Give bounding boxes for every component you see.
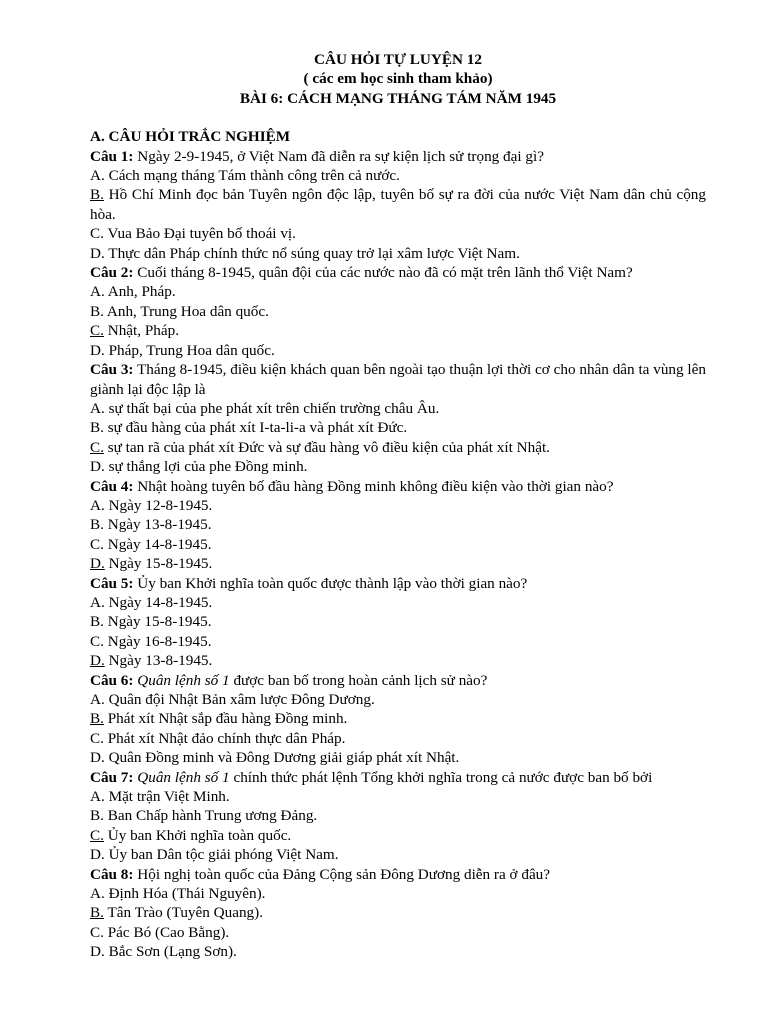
- question-text-post: chính thức phát lệnh Tổng khởi nghĩa trong cả nước được ban bố bởi: [229, 768, 653, 786]
- answer-letter: A.: [90, 885, 105, 903]
- answer-option: [90, 903, 706, 922]
- answer-option: [90, 690, 706, 709]
- answer-letter: D.: [90, 846, 105, 864]
- answer-option: [90, 244, 706, 263]
- answer-letter: A.: [90, 496, 105, 514]
- answer-option: [90, 535, 706, 554]
- question-number: Câu 2:: [90, 264, 134, 282]
- question-block: [90, 360, 706, 476]
- answer-text: Ngày 16-8-1945.: [103, 632, 212, 650]
- question-block: [90, 147, 706, 263]
- answer-option: [90, 884, 706, 903]
- answer-option: [90, 224, 706, 243]
- answer-option: [90, 166, 706, 185]
- answer-text: Phát xít Nhật sắp đầu hàng Đồng minh.: [103, 710, 348, 728]
- question-block: [90, 477, 706, 574]
- answer-option: [90, 729, 706, 748]
- question-stem: [90, 360, 706, 399]
- answer-letter: C.: [90, 225, 104, 243]
- answer-text: sự tan rã của phát xít Đức và sự đầu hàng vô điều kiện của phát xít Nhật.: [103, 438, 550, 456]
- question-text-pre: Cuối tháng 8-1945, quân đội của các nước nào đã có mặt trên lãnh thổ Việt Nam?: [133, 264, 633, 282]
- answer-letter: D.: [90, 943, 105, 961]
- question-text: [133, 575, 527, 592]
- answer-text: Anh, Pháp.: [104, 283, 176, 301]
- correct-answer-letter: C.: [90, 438, 104, 456]
- question-stem: [90, 865, 706, 884]
- answer-letter: A.: [90, 399, 105, 417]
- answer-text: sự đầu hàng của phát xít I-ta-li-a và phát xít Đức.: [103, 419, 408, 437]
- answer-option: [90, 341, 706, 360]
- answer-option: [90, 399, 706, 418]
- answer-option: [90, 302, 706, 321]
- question-stem: [90, 263, 706, 282]
- question-text: [133, 478, 613, 495]
- answer-letter: A.: [90, 283, 105, 301]
- section-title: A. CÂU HỎI TRẮC NGHIỆM: [90, 128, 291, 146]
- answer-letter: B.: [90, 807, 104, 825]
- question-text: [133, 148, 544, 165]
- answer-option: [90, 612, 706, 631]
- question-number: Câu 5:: [90, 574, 134, 592]
- answer-option: [90, 593, 706, 612]
- answer-text: Thực dân Pháp chính thức nổ súng quay trở lại xâm lược Việt Nam.: [104, 244, 520, 262]
- answer-option: [90, 787, 706, 806]
- answer-text: Ngày 14-8-1945.: [103, 535, 212, 553]
- question-block: [90, 574, 706, 671]
- question-number: Câu 3:: [90, 361, 134, 379]
- answer-option: [90, 942, 706, 961]
- question-text-pre: Ủy ban Khởi nghĩa toàn quốc được thành lập vào thời gian nào?: [133, 574, 528, 592]
- answer-text: Bắc Sơn (Lạng Sơn).: [104, 943, 237, 961]
- answer-option: [90, 515, 706, 534]
- question-stem: [90, 768, 706, 787]
- document-page: [90, 50, 706, 962]
- answer-text: Hồ Chí Minh đọc bản Tuyên ngôn độc lập, tuyên bố sự ra đời của nước Việt Nam dân chủ cộng hòa.: [90, 186, 706, 223]
- question-text-pre: Ngày 2-9-1945, ở Việt Nam đã diễn ra sự kiện lịch sử trọng đại gì?: [133, 147, 544, 165]
- answer-option: [90, 632, 706, 651]
- answer-text: sự thất bại của phe phát xít trên chiến trường châu Âu.: [104, 399, 440, 417]
- answer-letter: A.: [90, 593, 105, 611]
- question-text: [90, 361, 706, 397]
- question-list: [90, 147, 706, 962]
- answer-text: Vua Bảo Đại tuyên bố thoái vị.: [103, 225, 296, 243]
- answer-text: sự thắng lợi của phe Đồng minh.: [104, 458, 308, 476]
- answer-text: Quân đội Nhật Bản xâm lược Đông Dương.: [104, 691, 375, 708]
- document-title: CÂU HỎI TỰ LUYỆN 12: [314, 51, 482, 68]
- question-text-post: được ban bố trong hoàn cảnh lịch sử nào?: [229, 671, 488, 689]
- question-text: [133, 769, 652, 786]
- correct-answer-letter: B.: [90, 904, 104, 922]
- answer-option: [90, 457, 706, 476]
- answer-text: Pác Bó (Cao Bằng).: [103, 923, 230, 941]
- correct-answer-letter: C.: [90, 322, 104, 340]
- answer-option: [90, 438, 706, 457]
- question-stem: [90, 574, 706, 593]
- question-block: [90, 671, 706, 768]
- answer-text: Ngày 15-8-1945.: [104, 555, 213, 573]
- answer-letter: D.: [90, 749, 105, 767]
- answer-text: Ngày 13-8-1945.: [104, 652, 213, 670]
- answer-text: Ngày 14-8-1945.: [104, 593, 213, 611]
- answer-text: Ngày 15-8-1945.: [103, 613, 212, 631]
- question-number: Câu 6:: [90, 671, 134, 689]
- question-number: Câu 1:: [90, 147, 134, 165]
- answer-text: Ngày 13-8-1945.: [103, 516, 212, 534]
- answer-option: [90, 321, 706, 340]
- answer-text: Ban Chấp hành Trung ương Đảng.: [103, 807, 318, 825]
- answer-option: [90, 748, 706, 767]
- answer-text: Mặt trận Việt Minh.: [104, 788, 230, 806]
- answer-option: [90, 845, 706, 864]
- answer-letter: D.: [90, 244, 105, 262]
- answer-text: Pháp, Trung Hoa dân quốc.: [104, 341, 275, 359]
- correct-answer-letter: B.: [90, 710, 104, 728]
- answer-text: Quân Đồng minh và Đông Dương giải giáp phát xít Nhật.: [104, 749, 460, 767]
- correct-answer-letter: D.: [90, 555, 105, 573]
- correct-answer-letter: D.: [90, 652, 105, 670]
- question-block: [90, 865, 706, 962]
- question-text-pre: Hội nghị toàn quốc của Đảng Cộng sản Đông Dương diễn ra ở đâu?: [133, 865, 551, 883]
- question-stem: [90, 147, 706, 166]
- answer-option: [90, 554, 706, 573]
- correct-answer-letter: C.: [90, 826, 104, 844]
- answer-option: [90, 185, 706, 224]
- question-text-pre: Nhật hoàng tuyên bố đầu hàng Đồng minh không điều kiện vào thời gian nào?: [133, 477, 614, 495]
- answer-text: Ủy ban Dân tộc giải phóng Việt Nam.: [104, 846, 339, 864]
- answer-letter: B.: [90, 302, 104, 320]
- question-stem: [90, 671, 706, 690]
- answer-text: Ủy ban Khởi nghĩa toàn quốc.: [103, 826, 292, 844]
- question-block: [90, 263, 706, 360]
- answer-letter: D.: [90, 341, 105, 359]
- answer-letter: B.: [90, 613, 104, 631]
- question-number: Câu 4:: [90, 477, 134, 495]
- answer-letter: C.: [90, 923, 104, 941]
- lesson-title: BÀI 6: CÁCH MẠNG THÁNG TÁM NĂM 1945: [239, 89, 557, 107]
- correct-answer-letter: B.: [90, 186, 104, 204]
- question-stem: [90, 477, 706, 496]
- answer-option: [90, 806, 706, 825]
- question-text-pre: Tháng 8-1945, điều kiện khách quan bên ngoài tạo thuận lợi thời cơ cho nhân dân ta vùng lên giành lại độc lập là: [90, 361, 706, 398]
- answer-text: Ngày 12-8-1945.: [104, 496, 213, 514]
- answer-text: Cách mạng tháng Tám thành công trên cả nước.: [104, 167, 400, 185]
- answer-option: [90, 418, 706, 437]
- answer-letter: A.: [90, 788, 105, 806]
- answer-letter: A.: [90, 691, 105, 708]
- answer-letter: B.: [90, 419, 104, 437]
- question-text-italic: Quân lệnh số 1: [137, 768, 230, 786]
- answer-option: [90, 923, 706, 942]
- question-number: Câu 7:: [90, 768, 134, 786]
- question-text-italic: Quân lệnh số 1: [137, 671, 230, 689]
- document-header: [90, 50, 706, 108]
- answer-text: Nhật, Pháp.: [103, 322, 180, 340]
- question-text: [133, 866, 550, 883]
- question-text: [133, 672, 487, 689]
- document-subtitle: ( các em học sinh tham khảo): [303, 70, 493, 88]
- answer-letter: C.: [90, 729, 104, 747]
- answer-letter: A.: [90, 167, 105, 185]
- answer-option: [90, 826, 706, 845]
- answer-option: [90, 282, 706, 301]
- answer-text: Định Hóa (Thái Nguyên).: [104, 885, 266, 903]
- answer-text: Phát xít Nhật đảo chính thực dân Pháp.: [103, 729, 346, 747]
- question-block: [90, 768, 706, 865]
- answer-letter: B.: [90, 516, 104, 534]
- answer-option: [90, 496, 706, 515]
- answer-text: Tân Trào (Tuyên Quang).: [103, 904, 263, 922]
- answer-option: [90, 709, 706, 728]
- answer-letter: D.: [90, 458, 105, 476]
- question-number: Câu 8:: [90, 865, 134, 883]
- answer-option: [90, 651, 706, 670]
- question-text: [133, 264, 632, 281]
- answer-text: Anh, Trung Hoa dân quốc.: [103, 302, 269, 320]
- answer-letter: C.: [90, 632, 104, 650]
- answer-letter: C.: [90, 535, 104, 553]
